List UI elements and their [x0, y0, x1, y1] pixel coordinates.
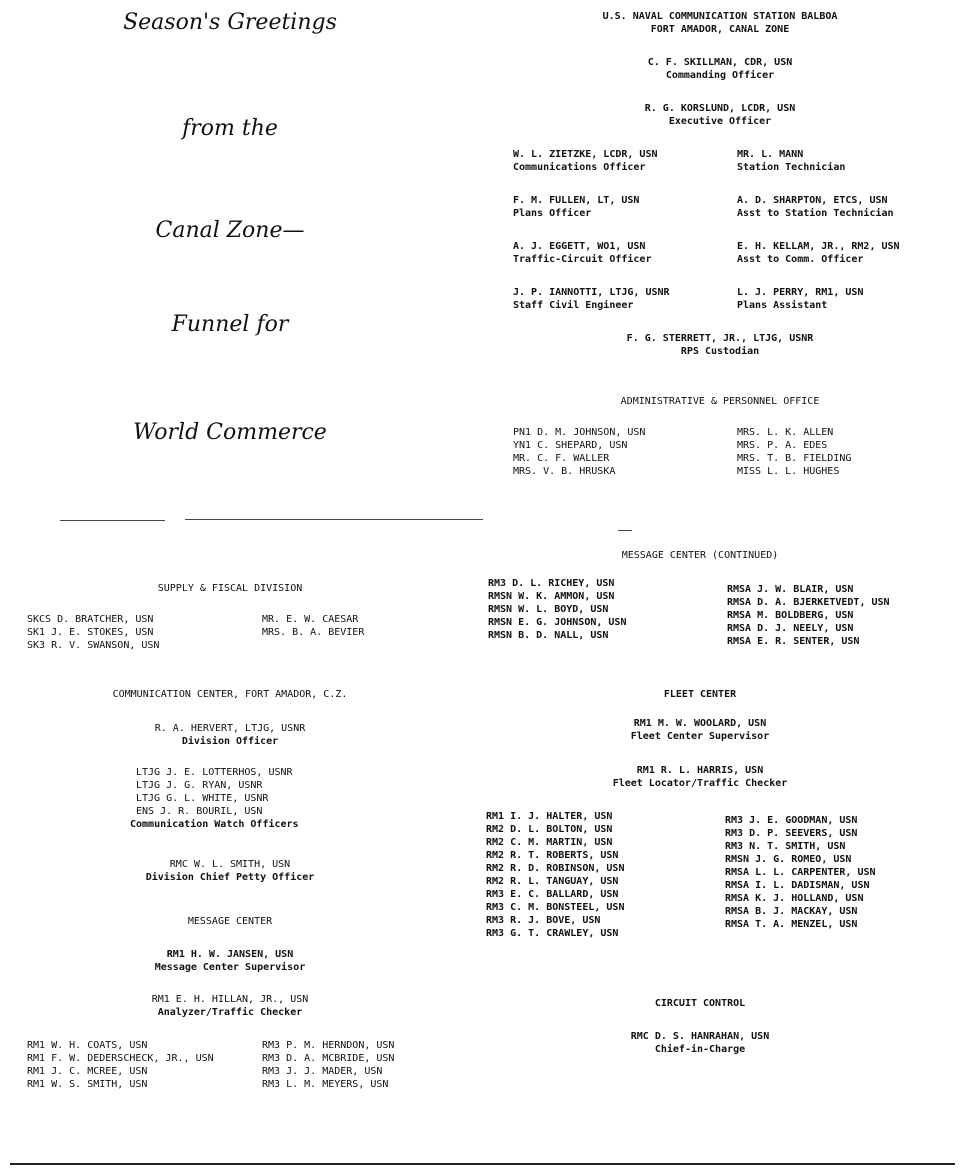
list-item: SKCS D. BRATCHER, USN — [27, 614, 154, 625]
list-item: LTJG J. E. LOTTERHOS, USNR — [136, 767, 293, 778]
circuit-control-name: RMC D. S. HANRAHAN, USN — [630, 1031, 770, 1042]
officer-right-title: Asst to Comm. Officer — [737, 254, 864, 265]
officer-right-name: E. H. KELLAM, JR., RM2, USN — [737, 241, 900, 252]
message-center-cont-left-list — [488, 577, 626, 642]
divider — [185, 519, 483, 520]
list-item: RM2 C. M. MARTIN, USN — [486, 837, 613, 848]
fleet-center-right-list — [725, 814, 876, 931]
list-item: RMSN E. G. JOHNSON, USN — [488, 617, 627, 628]
list-item: RM1 I. J. HALTER, USN — [486, 811, 613, 822]
message-center-sup-name: RM1 H. W. JANSEN, USN — [166, 949, 294, 960]
list-item: RM2 R. T. ROBERTS, USN — [486, 850, 619, 861]
list-item: RM1 F. W. DEDERSCHECK, JR., USN — [27, 1053, 214, 1064]
bottom-rule — [10, 1163, 955, 1165]
list-item: RMSA B. J. MACKAY, USN — [725, 906, 858, 917]
xo-name: R. G. KORSLUND, LCDR, USN — [644, 103, 796, 114]
list-item: RMSN B. D. NALL, USN — [488, 630, 609, 641]
admin-heading: ADMINISTRATIVE & PERSONNEL OFFICE — [620, 396, 820, 407]
list-item: MRS. P. A. EDES — [737, 440, 828, 451]
list-item: PN1 D. M. JOHNSON, USN — [513, 427, 646, 438]
list-item: RMSA T. A. MENZEL, USN — [725, 919, 858, 930]
list-item: RM3 J. E. GOODMAN, USN — [725, 815, 858, 826]
list-item: RMSA J. W. BLAIR, USN — [727, 584, 854, 595]
fleet-locator-title: Fleet Locator/Traffic Checker — [612, 778, 788, 789]
list-item: RM1 J. C. MCREE, USN — [27, 1066, 148, 1077]
officer-right-title: Plans Assistant — [737, 300, 828, 311]
message-center-cont-heading: MESSAGE CENTER (CONTINUED) — [621, 550, 779, 561]
list-item: SK3 R. V. SWANSON, USN — [27, 640, 160, 651]
list-item: RMSA D. J. NEELY, USN — [727, 623, 854, 634]
officer-left-title: Traffic-Circuit Officer — [513, 254, 652, 265]
list-item: RM3 D. A. MCBRIDE, USN — [262, 1053, 395, 1064]
officer-left-title: Staff Civil Engineer — [513, 300, 634, 311]
supply-right-list — [262, 613, 364, 639]
circuit-control-title: Chief-in-Charge — [654, 1044, 746, 1055]
message-center-sup-title: Message Center Supervisor — [154, 962, 306, 973]
list-item: RMSN J. G. ROMEO, USN — [725, 854, 852, 865]
analyzer-name: RM1 E. H. HILLAN, JR., USN — [151, 994, 309, 1005]
list-item: MRS. T. B. FIELDING — [737, 453, 852, 464]
list-item: YN1 C. SHEPARD, USN — [513, 440, 628, 451]
list-item: RM3 L. M. MEYERS, USN — [262, 1079, 389, 1090]
list-item: RMSA M. BOLDBERG, USN — [727, 610, 854, 621]
list-item: RMSA D. A. BJERKETVEDT, USN — [727, 597, 890, 608]
list-item: MR. E. W. CAESAR — [262, 614, 359, 625]
greeting-line-2: from the — [182, 116, 278, 141]
list-item: MRS. L. K. ALLEN — [737, 427, 834, 438]
divider — [618, 530, 632, 531]
list-item: RM1 W. H. COATS, USN — [27, 1040, 148, 1051]
list-item: MRS. V. B. HRUSKA — [513, 466, 616, 477]
co-title: Commanding Officer — [665, 70, 775, 81]
divider — [60, 520, 165, 521]
fleet-center-sup-name: RM1 M. W. WOOLARD, USN — [633, 718, 767, 729]
division-officer-name: R. A. HERVERT, LTJG, USNR — [154, 723, 306, 734]
list-item: RM3 E. C. BALLARD, USN — [486, 889, 619, 900]
message-center-right-list — [262, 1039, 394, 1091]
station-location: FORT AMADOR, CANAL ZONE — [650, 24, 790, 35]
officer-left-name: A. J. EGGETT, WO1, USN — [513, 241, 646, 252]
list-item: RM3 P. M. HERNDON, USN — [262, 1040, 395, 1051]
list-item: RM3 C. M. BONSTEEL, USN — [486, 902, 625, 913]
co-name: C. F. SKILLMAN, CDR, USN — [647, 57, 793, 68]
message-center-heading: MESSAGE CENTER — [187, 916, 273, 927]
list-item: RM3 J. J. MADER, USN — [262, 1066, 383, 1077]
list-item: RM2 D. L. BOLTON, USN — [486, 824, 613, 835]
officer-left-name: F. M. FULLEN, LT, USN — [513, 195, 640, 206]
list-item: RMSA L. L. CARPENTER, USN — [725, 867, 876, 878]
cpo-title: Division Chief Petty Officer — [145, 872, 315, 883]
greeting-line-4: Funnel for — [171, 312, 289, 337]
list-item: RM2 R. L. TANGUAY, USN — [486, 876, 619, 887]
fleet-center-sup-title: Fleet Center Supervisor — [630, 731, 770, 742]
fleet-locator-name: RM1 R. L. HARRIS, USN — [636, 765, 764, 776]
list-item: SK1 J. E. STOKES, USN — [27, 627, 154, 638]
list-item: RMSN W. K. AMMON, USN — [488, 591, 615, 602]
cpo-name: RMC W. L. SMITH, USN — [169, 859, 291, 870]
watch-officers-list — [136, 766, 293, 818]
list-item: RM2 R. D. ROBINSON, USN — [486, 863, 625, 874]
officer-left-name: J. P. IANNOTTI, LTJG, USNR — [513, 287, 670, 298]
greeting-line-1: Season's Greetings — [123, 10, 337, 35]
message-center-cont-right-list — [727, 583, 890, 648]
fleet-center-left-list — [486, 810, 624, 940]
list-item: LTJG G. L. WHITE, USNR — [136, 793, 269, 804]
xo-title: Executive Officer — [668, 116, 772, 127]
list-item: RM1 W. S. SMITH, USN — [27, 1079, 148, 1090]
officer-right-name: MR. L. MANN — [737, 149, 804, 160]
list-item: RM3 D. L. RICHEY, USN — [488, 578, 615, 589]
list-item: RM3 N. T. SMITH, USN — [725, 841, 846, 852]
message-center-left-list — [27, 1039, 214, 1091]
greeting-line-3: Canal Zone— — [155, 218, 305, 243]
supply-heading: SUPPLY & FISCAL DIVISION — [157, 583, 303, 594]
list-item: RMSN W. L. BOYD, USN — [488, 604, 609, 615]
fleet-center-heading: FLEET CENTER — [663, 689, 737, 700]
supply-left-list — [27, 613, 159, 652]
list-item: MISS L. L. HUGHES — [737, 466, 840, 477]
officer-right-title: Asst to Station Technician — [737, 208, 894, 219]
list-item: RM3 D. P. SEEVERS, USN — [725, 828, 858, 839]
admin-left-list — [513, 426, 645, 478]
list-item: LTJG J. G. RYAN, USNR — [136, 780, 263, 791]
division-officer-title: Division Officer — [181, 736, 279, 747]
analyzer-title: Analyzer/Traffic Checker — [157, 1007, 303, 1018]
officer-left-title: Communications Officer — [513, 162, 646, 173]
list-item: ENS J. R. BOURIL, USN — [136, 806, 263, 817]
officer-right-name: L. J. PERRY, RM1, USN — [737, 287, 864, 298]
list-item: MR. C. F. WALLER — [513, 453, 610, 464]
greeting-line-5: World Commerce — [133, 420, 327, 445]
station-name: U.S. NAVAL COMMUNICATION STATION BALBOA — [602, 11, 838, 22]
list-item: MRS. B. A. BEVIER — [262, 627, 365, 638]
list-item: RMSA K. J. HOLLAND, USN — [725, 893, 864, 904]
watch-officers-title: Communication Watch Officers — [130, 819, 299, 830]
officer-right-name: A. D. SHARPTON, ETCS, USN — [737, 195, 888, 206]
admin-right-list — [737, 426, 851, 478]
circuit-control-heading: CIRCUIT CONTROL — [654, 998, 746, 1009]
rps-title: RPS Custodian — [680, 346, 760, 357]
comm-center-heading: COMMUNICATION CENTER, FORT AMADOR, C.Z. — [112, 689, 348, 700]
rps-name: F. G. STERRETT, JR., LTJG, USNR — [626, 333, 814, 344]
officer-left-name: W. L. ZIETZKE, LCDR, USN — [513, 149, 658, 160]
officer-right-title: Station Technician — [737, 162, 846, 173]
list-item: RM3 G. T. CRAWLEY, USN — [486, 928, 619, 939]
list-item: RM3 R. J. BOVE, USN — [486, 915, 601, 926]
list-item: RMSA E. R. SENTER, USN — [727, 636, 860, 647]
list-item: RMSA I. L. DADISMAN, USN — [725, 880, 870, 891]
officer-left-title: Plans Officer — [513, 208, 592, 219]
